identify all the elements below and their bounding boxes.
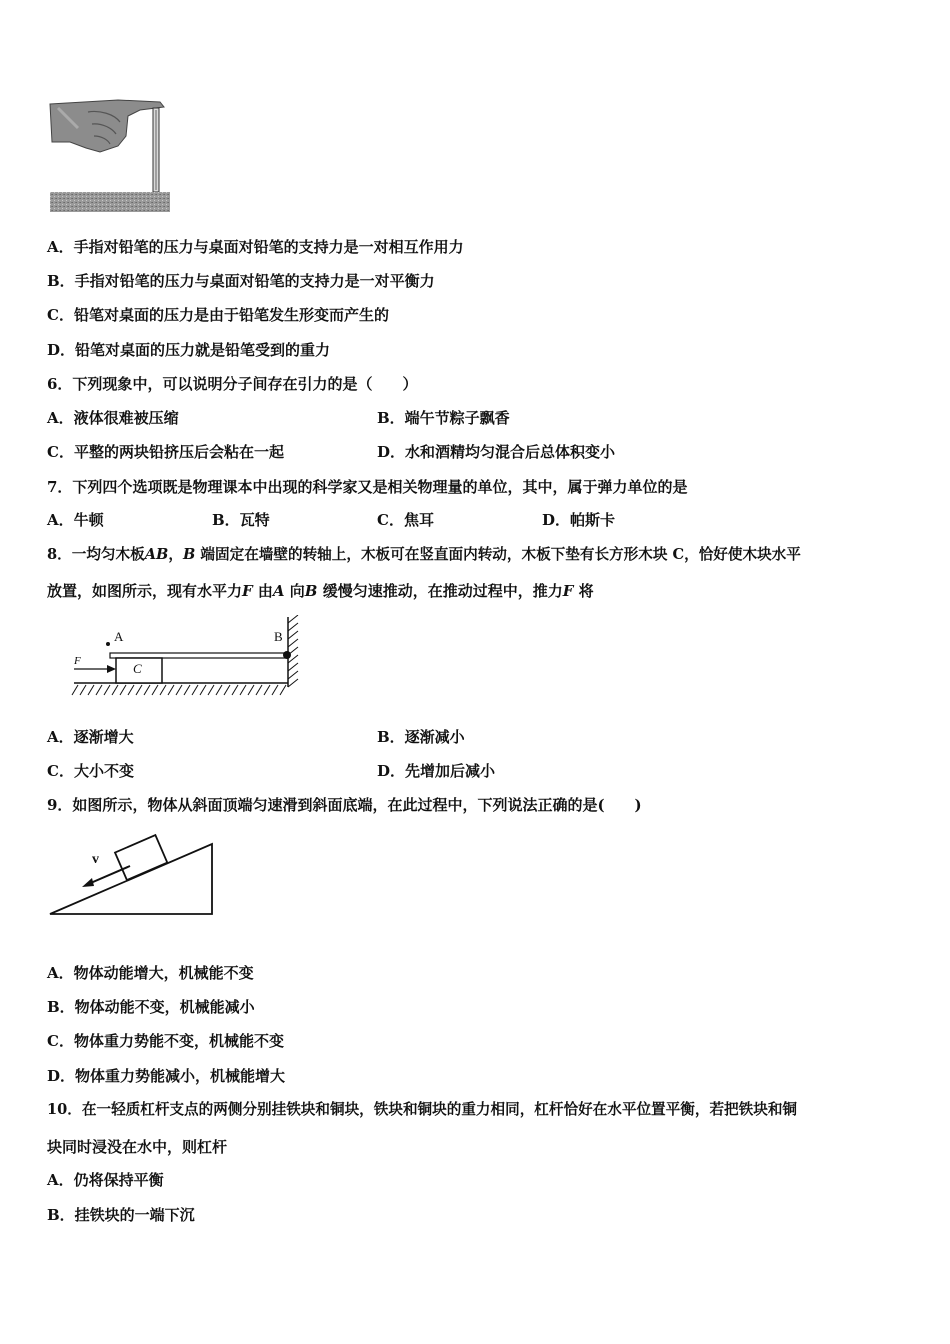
q8-stem1-a: 8．一均匀木板 [47, 546, 145, 563]
q8-stem2-e: 将 [573, 582, 594, 600]
q8-stem2-aa: A [272, 582, 285, 600]
q8-stem1-c: 端固定在墙壁的转轴上，木板可在竖直面内转动，木板下垫有长方形木块 C，恰好使木块水平 [195, 546, 801, 563]
label-f: F [74, 655, 81, 667]
q8-stem1-b: ， [168, 546, 183, 563]
q6-stem: 6．下列现象中，可以说明分子间存在引力的是（ ） [47, 375, 418, 393]
q10-stem-line2: 块同时浸没在水中，则杠杆 [47, 1138, 228, 1156]
q6-option-d: D．水和酒精均匀混合后总体积变小 [377, 443, 616, 461]
q8-option-b: B．逐渐减小 [377, 728, 465, 746]
q9-option-a: A．物体动能增大，机械能不变 [47, 964, 254, 982]
q10-stem-line1: 10．在一轻质杠杆支点的两侧分别挂铁块和铜块，铁块和铜块的重力相同，杠杆恰好在水平位置平衡，若把铁块和铜 [47, 1101, 798, 1118]
q6-option-b: B．端午节粽子飘香 [377, 409, 510, 427]
q7-option-d: D．帕斯卡 [542, 511, 616, 529]
q6-option-c: C．平整的两块铅挤压后会粘在一起 [47, 443, 284, 461]
floor-hatch [72, 685, 286, 695]
q10-option-a: A．仍将保持平衡 [47, 1171, 164, 1189]
q8-stem1-ab: AB [144, 546, 169, 563]
q8-option-a: A．逐渐增大 [47, 728, 134, 746]
q10-option-b: B．挂铁块的一端下沉 [47, 1206, 195, 1224]
q9-option-b: B．物体动能不变，机械能减小 [47, 998, 255, 1016]
q8-stem2-a: 放置，如图所示，现有水平力 [47, 582, 243, 600]
q8-stem2-f: F [242, 582, 253, 600]
q8-stem-line2 [47, 580, 594, 601]
q7-option-a: A．牛顿 [47, 511, 104, 529]
q8-option-c: C．大小不变 [47, 762, 134, 780]
q9-option-c: C．物体重力势能不变，机械能不变 [47, 1032, 284, 1050]
q7-stem: 7．下列四个选项既是物理课本中出现的科学家又是相关物理量的单位，其中，属于弹力单位的是 [47, 478, 688, 496]
q8-stem-line1 [47, 543, 801, 564]
q8-stem2-d: 缓慢匀速推动，在推动过程中，推力 [317, 582, 563, 600]
plank-block-figure [60, 615, 320, 705]
q8-stem1-bb: B [183, 546, 196, 563]
q8-option-d: D．先增加后减小 [377, 762, 496, 780]
label-b: B [274, 629, 283, 644]
q7-option-b: B．瓦特 [212, 511, 270, 529]
q8-stem2-f2: F [562, 582, 574, 600]
incline-figure [46, 826, 218, 918]
q5-option-c: C．铅笔对桌面的压力是由于铅笔发生形变而产生的 [47, 306, 389, 324]
q9-stem: 9．如图所示，物体从斜面顶端匀速滑到斜面底端，在此过程中，下列说法正确的是( ) [47, 796, 642, 814]
label-v: v [92, 852, 99, 867]
q9-option-d: D．物体重力势能减小，机械能增大 [47, 1067, 286, 1085]
q8-stem2-bb: B [304, 582, 318, 600]
q7-option-c: C．焦耳 [377, 511, 434, 529]
q5-option-a: A．手指对铅笔的压力与桌面对铅笔的支持力是一对相互作用力 [47, 238, 464, 256]
q5-option-d: D．铅笔对桌面的压力就是铅笔受到的重力 [47, 341, 331, 359]
hand-pencil-figure [48, 98, 173, 214]
label-a: A [114, 629, 124, 644]
label-c: C [133, 661, 142, 676]
q6-option-a: A．液体很难被压缩 [47, 409, 179, 427]
q8-stem2-c: 向 [284, 582, 305, 600]
q5-option-b: B．手指对铅笔的压力与桌面对铅笔的支持力是一对平衡力 [47, 272, 435, 290]
q8-stem2-b: 由 [252, 582, 273, 600]
